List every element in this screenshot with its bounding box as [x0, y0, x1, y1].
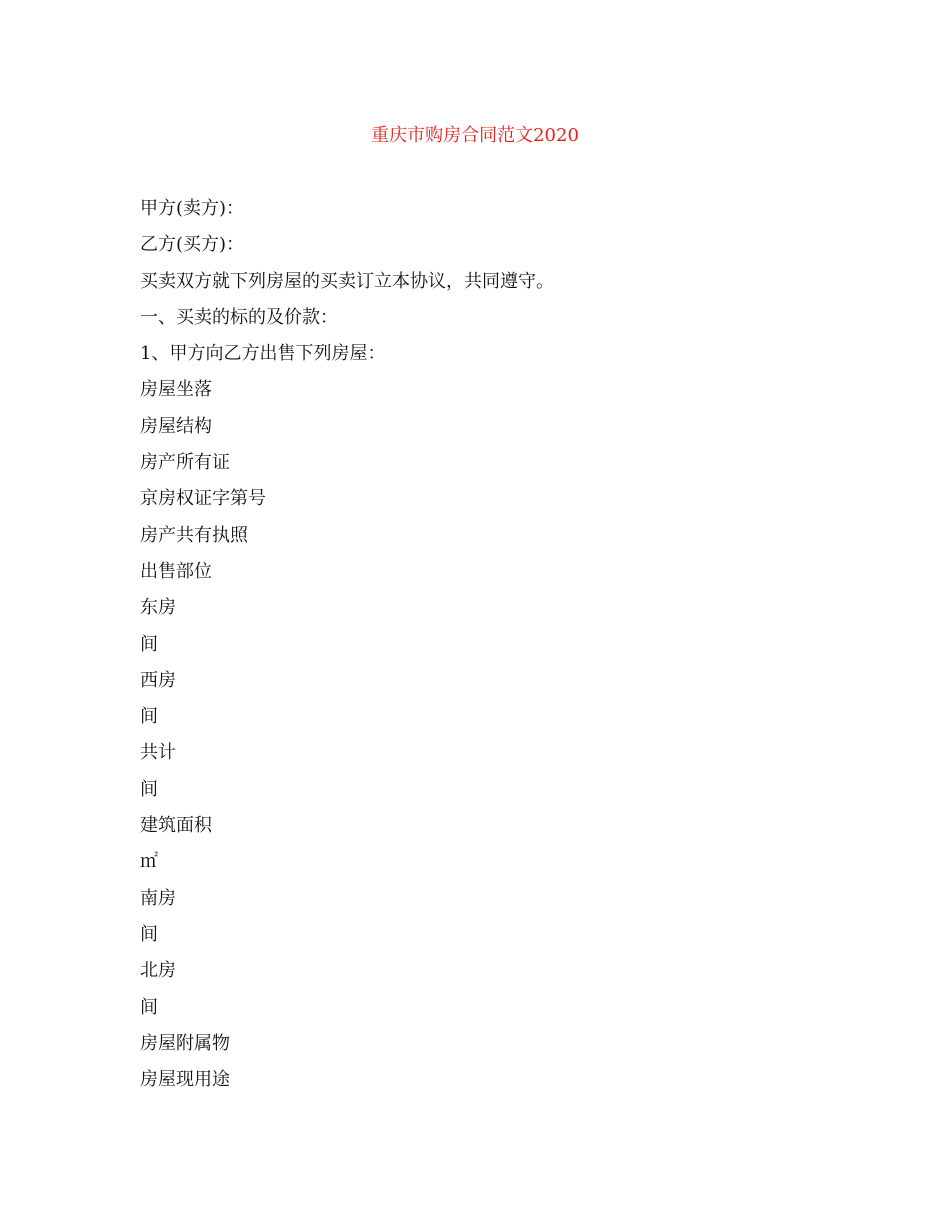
- seller-line: 甲方(卖方)：: [140, 198, 245, 219]
- clause-item: 1、甲方向乙方出售下列房屋：: [140, 343, 386, 365]
- unit-label: 间: [140, 996, 158, 1018]
- section-heading: 一、买卖的标的及价款：: [140, 306, 338, 328]
- field-label: 房产所有证: [140, 452, 230, 474]
- field-label: 北房: [140, 960, 176, 982]
- field-label: 西房: [140, 669, 176, 691]
- field-label: 出售部位: [140, 560, 212, 582]
- field-label: 房产共有执照: [140, 524, 248, 546]
- unit-label: 间: [140, 633, 158, 655]
- field-label: 京房权证字第号: [140, 488, 266, 510]
- field-label: 共计: [140, 742, 176, 764]
- unit-label: 间: [140, 706, 158, 728]
- field-label: 房屋现用途: [140, 1069, 230, 1091]
- field-label: 房屋附属物: [140, 1032, 230, 1054]
- unit-label: 间: [140, 923, 158, 945]
- unit-label: ㎡: [140, 851, 158, 873]
- field-label: 房屋坐落: [140, 379, 212, 401]
- document-title: 重庆市购房合同范文2020: [371, 125, 579, 146]
- field-label: 南房: [140, 887, 176, 909]
- field-label: 建筑面积: [140, 815, 212, 837]
- unit-label: 间: [140, 778, 158, 800]
- agreement-intro: 买卖双方就下列房屋的买卖订立本协议，共同遵守。: [140, 270, 554, 292]
- document-body: [140, 197, 820, 1104]
- field-label: 房屋结构: [140, 415, 212, 437]
- buyer-line: 乙方(买方)：: [140, 234, 245, 256]
- field-label: 东房: [140, 597, 176, 619]
